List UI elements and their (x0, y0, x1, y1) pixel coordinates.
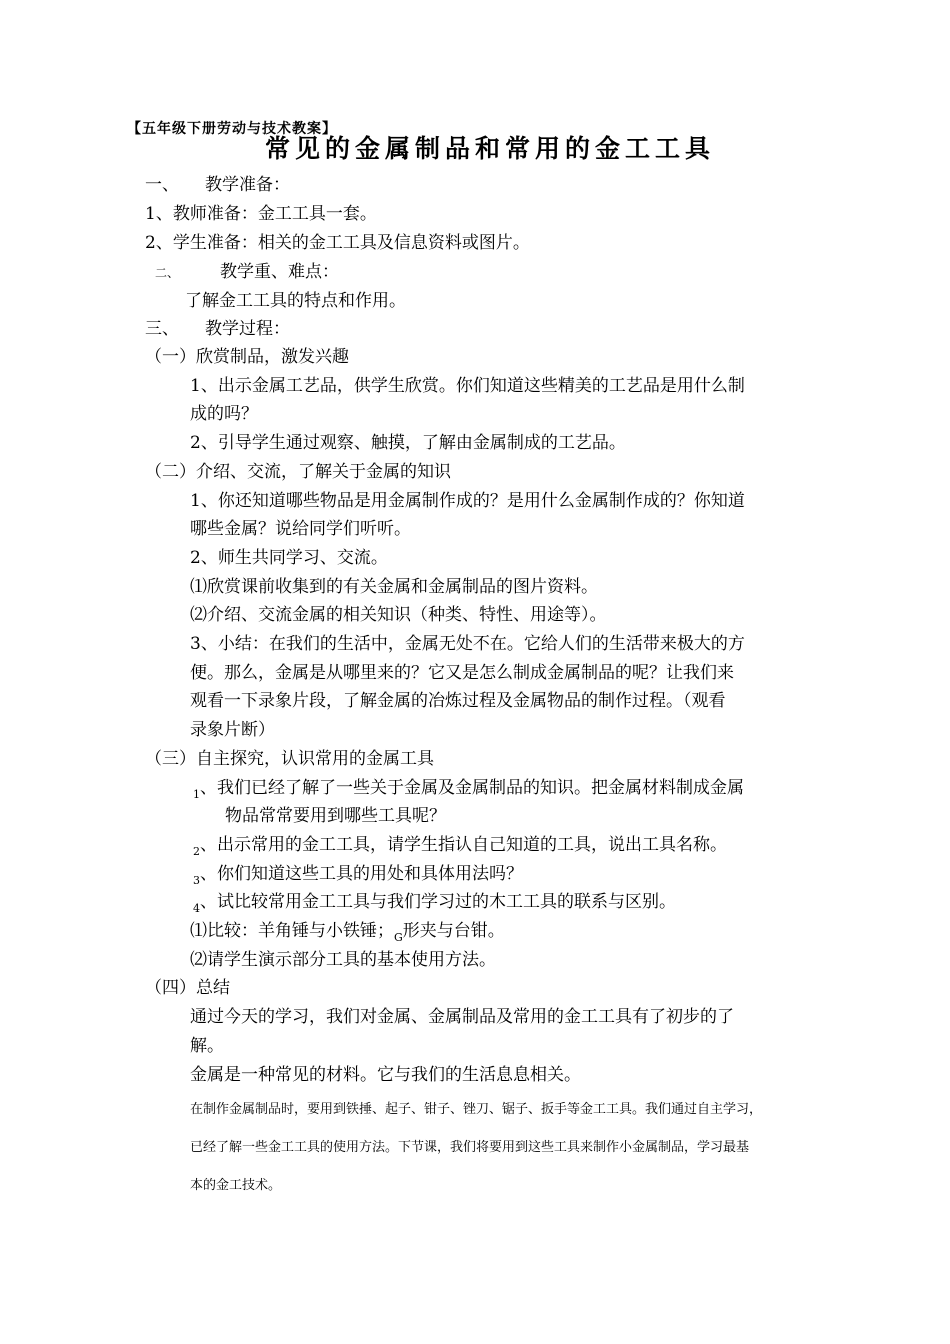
part-4-line: 金属是一种常见的材料。它与我们的生活息息相关。 (190, 1065, 581, 1085)
part-2-line: 1、你还知道哪些物品是用金属制作成的？是用什么金属制作成的？你知道 (190, 491, 745, 511)
part-2-line: 3、小结：在我们的生活中，金属无处不在。它给人们的生活带来极大的方 (190, 634, 745, 654)
part-4-line: 通过今天的学习，我们对金属、金属制品及常用的金工工具有了初步的了 (190, 1007, 734, 1027)
document-title: 常见的金属制品和常用的金工工具 (265, 134, 716, 163)
item-number: 3 (193, 874, 200, 887)
section-3-title: 教学过程： (205, 319, 290, 339)
part-2-line: 哪些金属？说给同学们听听。 (190, 519, 411, 539)
part-3-heading: （三）自主探究，认识常用的金属工具 (145, 749, 434, 769)
part-1-line: 成的吗？ (190, 404, 258, 424)
item-text: 、试比较常用金工工具与我们学习过的木工工具的联系与区别。 (200, 892, 676, 912)
part-3-item-2 (193, 834, 727, 863)
compare-text: 形夹与台钳。 (402, 921, 505, 941)
part-3-item-3 (193, 863, 523, 892)
part-2-line: 观看一下录象片段，了解金属的冶炼过程及金属物品的制作过程。（观看 (190, 691, 726, 711)
item-number: 2 (193, 845, 200, 858)
section-1-number: 一、 (145, 175, 179, 195)
part-1-heading: （一）欣赏制品，激发兴趣 (145, 347, 349, 367)
part-2-line: 便。那么，金属是从哪里来的？它又是怎么制成金属制品的呢？让我们来 (190, 663, 734, 683)
part-1-line: 2、引导学生通过观察、触摸，了解由金属制成的工艺品。 (190, 433, 626, 453)
section-2-number: 二、 (155, 266, 180, 280)
item-number: 4 (193, 902, 200, 915)
document-header: 【五年级下册劳动与技术教案】 (127, 121, 337, 137)
part-4-heading: （四）总结 (145, 978, 230, 998)
part-3-line: 物品常常要用到哪些工具呢？ (225, 806, 446, 826)
part-2-line: ⑵介绍、交流金属的相关知识（种类、特性、用途等）。 (190, 605, 607, 625)
section-3-number: 三、 (145, 319, 179, 339)
part-4-line: 解。 (190, 1036, 224, 1056)
part-3-item-1 (193, 777, 744, 806)
part-3-line: ⑵请学生演示部分工具的基本使用方法。 (190, 950, 496, 970)
part-4-small-line: 在制作金属制品时，要用到铁捶、起子、钳子、锉刀、锯子、扳手等金工工具。我们通过自主学习， (190, 1102, 763, 1117)
section-2-title: 教学重、难点： (220, 262, 339, 282)
part-2-heading: （二）介绍、交流，了解关于金属的知识 (145, 462, 451, 482)
part-2-line: 录象片断） (190, 720, 275, 740)
key-points: 了解金工工具的特点和作用。 (185, 291, 406, 311)
part-3-item-4 (193, 891, 676, 920)
item-text: 、出示常用的金工工具，请学生指认自己知道的工具，说出工具名称。 (200, 835, 727, 855)
part-1-line: 1、出示金属工艺品，供学生欣赏。你们知道这些精美的工艺品是用什么制 (190, 376, 745, 396)
compare-text: ⑴比较：羊角锤与小铁锤； (190, 921, 394, 941)
part-3-compare (190, 920, 505, 949)
prep-student: 2、学生准备：相关的金工工具及信息资料或图片。 (145, 233, 530, 253)
prep-teacher: 1、教师准备：金工工具一套。 (145, 204, 377, 224)
item-text: 、你们知道这些工具的用处和具体用法吗？ (200, 864, 523, 884)
part-2-line: 2、师生共同学习、交流。 (190, 548, 388, 568)
item-text: 、我们已经了解了一些关于金属及金属制品的知识。把金属材料制成金属 (200, 778, 744, 798)
part-4-small-line: 已经了解一些金工工具的使用方法。下节课，我们将要用到这些工具来制作小金属制品，学习最基 (190, 1140, 750, 1155)
part-2-line: ⑴欣赏课前收集到的有关金属和金属制品的图片资料。 (190, 577, 598, 597)
g-letter: G (394, 931, 403, 944)
part-4-small-line: 本的金工技术。 (190, 1178, 282, 1193)
section-1-title: 教学准备： (205, 175, 290, 195)
item-number: 1 (193, 788, 200, 801)
